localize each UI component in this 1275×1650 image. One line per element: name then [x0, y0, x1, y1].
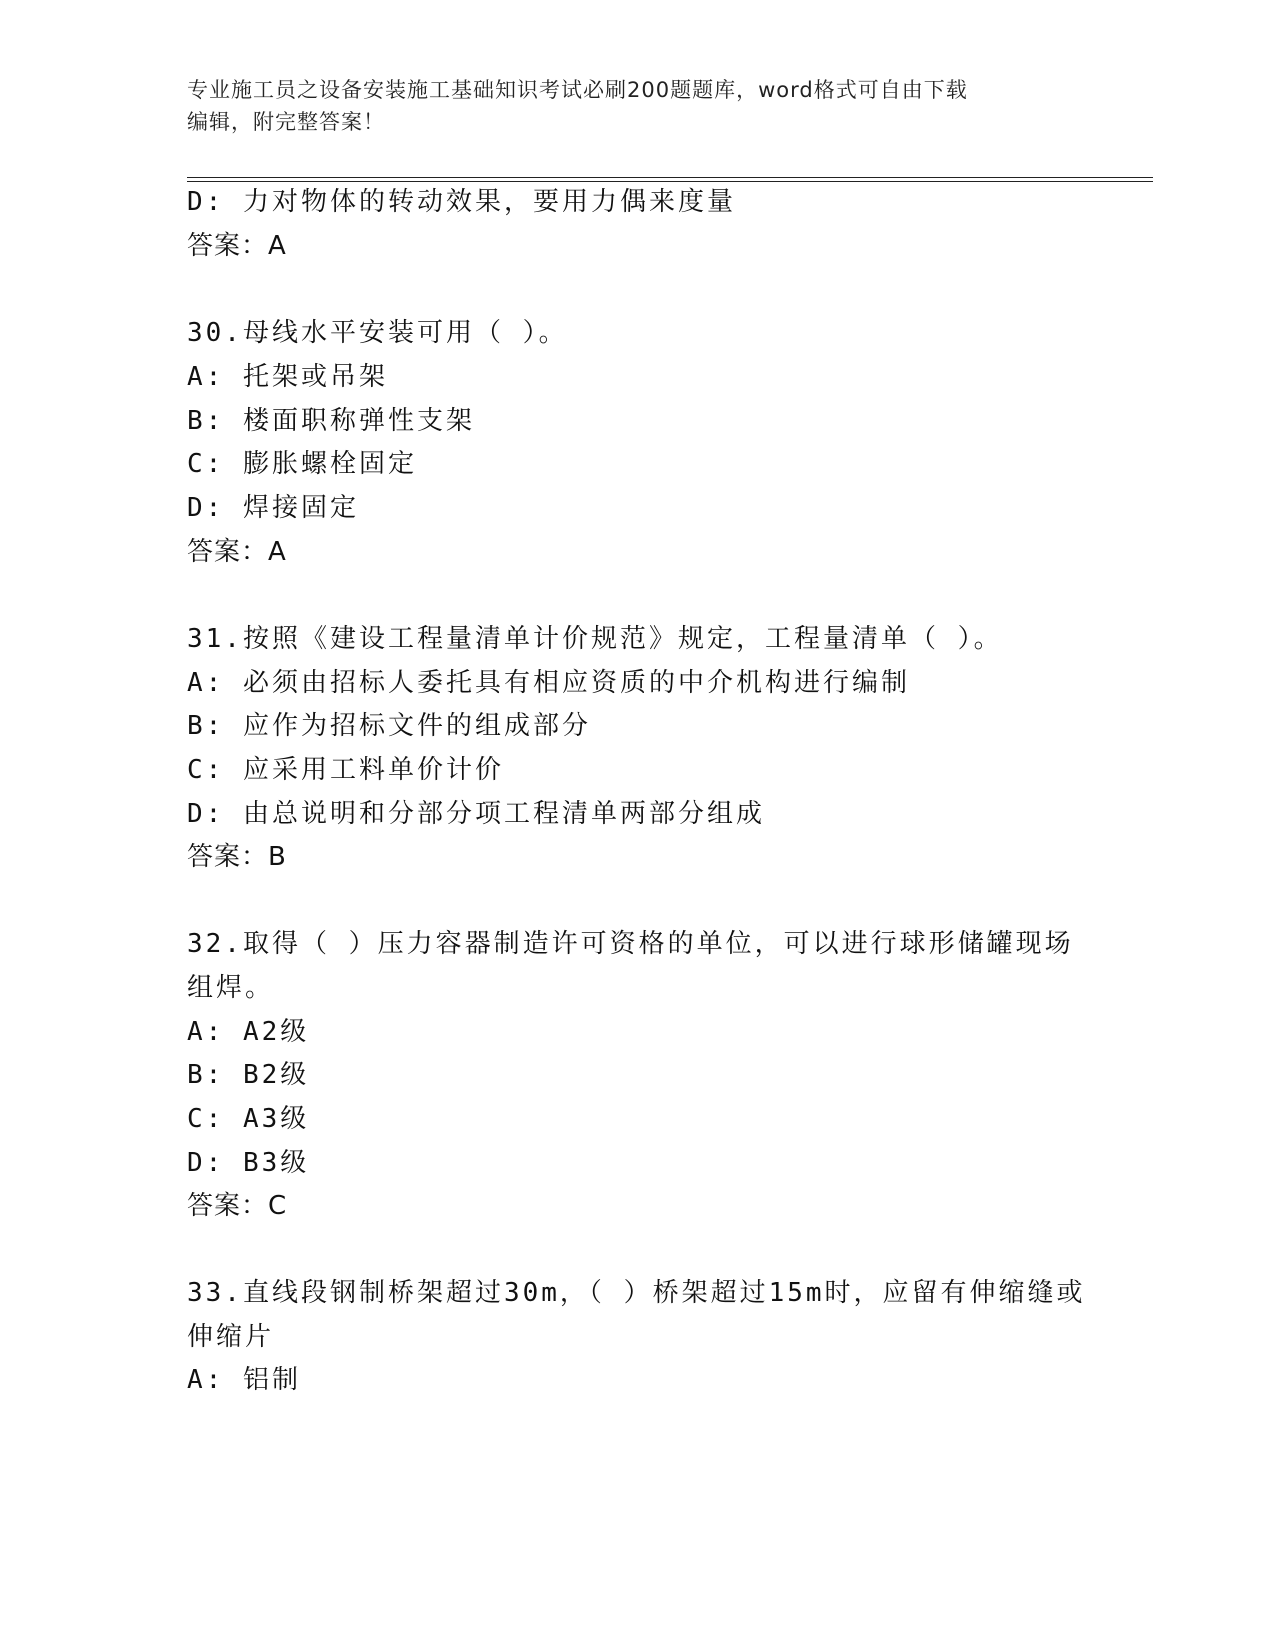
q29-answer: 答案：A	[187, 231, 287, 261]
q30-option-c: C: 膨胀螺栓固定	[187, 449, 417, 479]
q32-option-d: D: B3级	[187, 1148, 310, 1178]
q31-option-c: C: 应采用工料单价计价	[187, 755, 504, 785]
document-header	[187, 74, 1067, 138]
q33-stem-line1: 33.直线段钢制桥架超过30m，（ ）桥架超过15m时，应留有伸缩缝或	[187, 1278, 1086, 1308]
q33-stem-line2: 伸缩片	[187, 1322, 275, 1352]
q32-option-c: C: A3级	[187, 1104, 310, 1134]
q29-option-d: D: 力对物体的转动效果，要用力偶来度量	[187, 187, 736, 217]
header-title-line1: 专业施工员之设备安装施工基础知识考试必刷200题题库，word格式可自由下载	[187, 78, 968, 102]
q30-option-d: D: 焊接固定	[187, 493, 359, 523]
q30-stem: 30.母线水平安装可用（ ）。	[187, 318, 568, 348]
q31-option-a: A: 必须由招标人委托具有相应资质的中介机构进行编制	[187, 668, 910, 698]
q31-option-b: B: 应作为招标文件的组成部分	[187, 711, 591, 741]
q32-option-b: B: B2级	[187, 1060, 310, 1090]
q32-answer: 答案：C	[187, 1191, 288, 1221]
q32-stem-line1: 32.取得（ ）压力容器制造许可资格的单位，可以进行球形储罐现场	[187, 929, 1074, 959]
q32-stem-line2: 组焊。	[187, 973, 275, 1003]
header-divider-bottom	[187, 181, 1153, 182]
q33-option-a: A: 铝制	[187, 1365, 301, 1395]
header-divider-top	[187, 177, 1153, 178]
q32-option-a: A: A2级	[187, 1017, 310, 1047]
q31-option-d: D: 由总说明和分部分项工程清单两部分组成	[187, 799, 765, 829]
q31-stem: 31.按照《建设工程量清单计价规范》规定，工程量清单（ ）。	[187, 624, 1003, 654]
header-title-line2: 编辑，附完整答案！	[187, 110, 385, 134]
q30-answer: 答案：A	[187, 537, 287, 567]
q30-option-b: B: 楼面职称弹性支架	[187, 406, 475, 436]
q31-answer: 答案：B	[187, 842, 287, 872]
q30-option-a: A: 托架或吊架	[187, 362, 388, 392]
